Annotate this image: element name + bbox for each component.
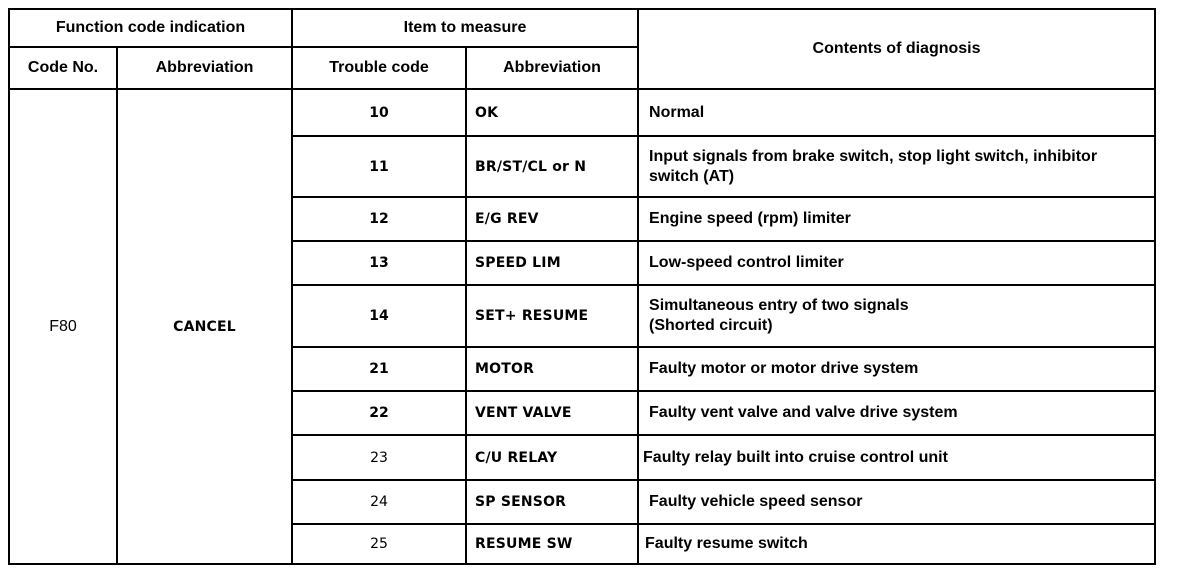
trouble-code: 10 [292, 89, 466, 136]
diagnosis-text: Low-speed control limiter [638, 241, 1155, 285]
item-abbreviation: OK [466, 89, 638, 136]
trouble-code: 12 [292, 197, 466, 241]
item-abbreviation-header: Abbreviation [466, 47, 638, 89]
function-abbreviation: CANCEL [117, 89, 292, 564]
function-code-no: F80 [9, 89, 117, 564]
trouble-code: 13 [292, 241, 466, 285]
item-abbreviation: C/U RELAY [466, 435, 638, 479]
diagnosis-text: Normal [638, 89, 1155, 136]
item-abbreviation: MOTOR [466, 347, 638, 391]
item-abbreviation: BR/ST/CL or N [466, 136, 638, 196]
trouble-code: 22 [292, 391, 466, 435]
trouble-code: 25 [292, 524, 466, 564]
table-row [9, 89, 1155, 136]
diagnosis-text: Faulty vehicle speed sensor [638, 480, 1155, 524]
item-abbreviation: SP SENSOR [466, 480, 638, 524]
diagnosis-text: Faulty motor or motor drive system [638, 347, 1155, 391]
trouble-code: 23 [292, 435, 466, 479]
trouble-code: 24 [292, 480, 466, 524]
trouble-code: 11 [292, 136, 466, 196]
trouble-code: 21 [292, 347, 466, 391]
contents-of-diagnosis-header: Contents of diagnosis [638, 9, 1155, 89]
code-no-header: Code No. [9, 47, 117, 89]
diagnosis-text: Engine speed (rpm) limiter [638, 197, 1155, 241]
diagnosis-table [8, 8, 1156, 565]
diagnosis-text: Simultaneous entry of two signals (Shorted circuit) [638, 285, 1155, 347]
item-abbreviation: E/G REV [466, 197, 638, 241]
diagnosis-text: Faulty relay built into cruise control unit [638, 435, 1155, 479]
diagnosis-text: Input signals from brake switch, stop light switch, inhibitor switch (AT) [638, 136, 1155, 196]
item-abbreviation: SPEED LIM [466, 241, 638, 285]
item-abbreviation: VENT VALVE [466, 391, 638, 435]
function-abbreviation-header: Abbreviation [117, 47, 292, 89]
diagnosis-text: Faulty resume switch [638, 524, 1155, 564]
item-abbreviation: RESUME SW [466, 524, 638, 564]
header-row-1 [9, 9, 1155, 47]
function-code-indication-header: Function code indication [9, 9, 292, 47]
diagnosis-text: Faulty vent valve and valve drive system [638, 391, 1155, 435]
item-abbreviation: SET+ RESUME [466, 285, 638, 347]
trouble-code-header: Trouble code [292, 47, 466, 89]
item-to-measure-header: Item to measure [292, 9, 638, 47]
trouble-code: 14 [292, 285, 466, 347]
